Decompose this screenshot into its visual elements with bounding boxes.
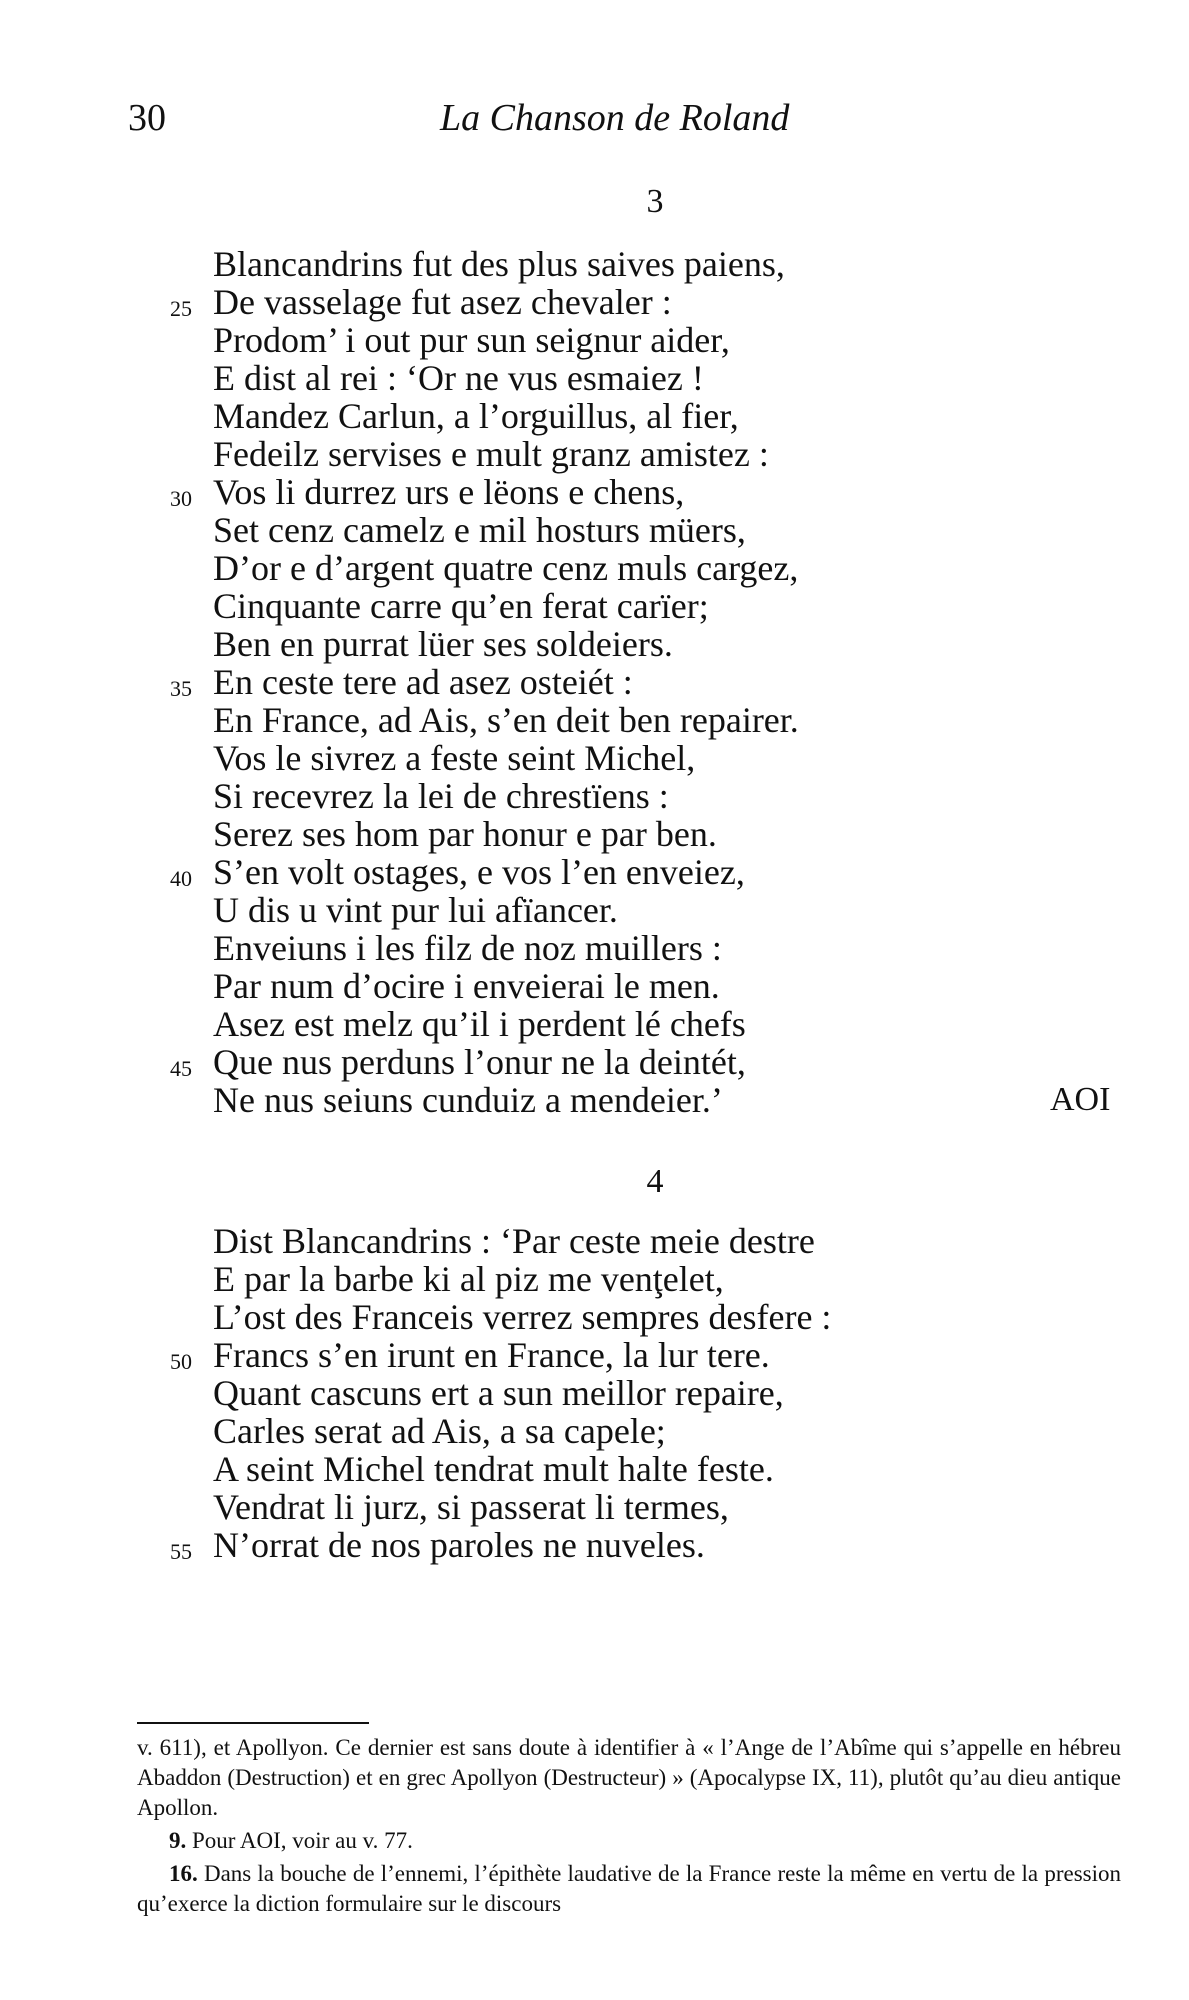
verse-text: U dis u vint pur lui afïancer. — [213, 890, 618, 930]
verse-line — [0, 1222, 1189, 1260]
verse-text: Francs s’en irunt en France, la lur tere. — [213, 1335, 770, 1375]
verse-text: A seint Michel tendrat mult halte feste. — [213, 1449, 774, 1489]
verse-text: E par la barbe ki al piz me venţelet, — [213, 1259, 724, 1299]
verse-line — [0, 815, 1189, 853]
running-title: La Chanson de Roland — [440, 97, 790, 139]
verse-text: Ne nus seiuns cunduiz a mendeier.’ — [213, 1080, 723, 1120]
footnote-text: Pour AOI, voir au v. 77. — [192, 1828, 413, 1853]
verse-line — [0, 1298, 1189, 1336]
verse-line — [0, 739, 1189, 777]
footnote-continuation: v. 611), et Apollyon. Ce dernier est sans doute à identifier à « l’Ange de l’Abîme qui s’appelle en hébreu Abaddon (Destruction) et en grec Apollyon (Destructeur) » (Apocalypse IX, 11), plutôt qu’au dieu antique Apollon. — [137, 1735, 1121, 1820]
verse-line — [0, 1260, 1189, 1298]
verse-line — [0, 1412, 1189, 1450]
verse-text: N’orrat de nos paroles ne nuveles. — [213, 1525, 705, 1565]
verse-text: Quant cascuns ert a sun meillor repaire, — [213, 1373, 784, 1413]
verse-text: De vasselage fut asez chevaler : — [213, 282, 672, 322]
verse-line — [0, 1488, 1189, 1526]
aoi-marker: AOI — [1050, 1081, 1111, 1118]
verse-line — [0, 245, 1189, 283]
verse-text: Vos li durrez urs e lëons e chens, — [213, 472, 685, 512]
verse-line — [0, 929, 1189, 967]
footnote-16 — [137, 1859, 1121, 1919]
verse-text: Cinquante carre qu’en ferat carïer; — [213, 586, 709, 626]
footnote-9 — [137, 1826, 1121, 1856]
verse-line — [0, 853, 1189, 891]
stanza-number: 4 — [646, 1163, 664, 1200]
verse-text: Blancandrins fut des plus saives paiens, — [213, 244, 785, 284]
verse-line — [0, 1081, 1189, 1119]
verse-line — [0, 397, 1189, 435]
verse-text: Carles serat ad Ais, a sa capele; — [213, 1411, 666, 1451]
verse-text: Vos le sivrez a feste seint Michel, — [213, 738, 696, 778]
line-number: 25 — [170, 296, 192, 321]
verse-line — [0, 1526, 1189, 1564]
verse-text: Fedeilz servises e mult granz amistez : — [213, 434, 769, 474]
line-number: 50 — [170, 1349, 192, 1374]
verse-line — [0, 663, 1189, 701]
verse-line — [0, 1043, 1189, 1081]
verse-line — [0, 967, 1189, 1005]
verse-line — [0, 625, 1189, 663]
verse-text: Mandez Carlun, a l’orguillus, al fier, — [213, 396, 739, 436]
verse-text: Prodom’ i out pur sun seignur aider, — [213, 320, 730, 360]
verse-line — [0, 701, 1189, 739]
footnote-number: 9. — [169, 1828, 187, 1853]
footnote-text: Dans la bouche de l’ennemi, l’épithète laudative de la France reste la même en vertu de la pression qu’exerce la diction formulaire sur le discours — [137, 1861, 1121, 1916]
line-number: 40 — [170, 866, 192, 891]
verse-text: L’ost des Franceis verrez sempres desfere : — [213, 1297, 832, 1337]
verse-line — [0, 1374, 1189, 1412]
verse-text: Par num d’ocire i enveierai le men. — [213, 966, 720, 1006]
verse-text: Asez est melz qu’il i perdent lé chefs — [213, 1004, 746, 1044]
verse-line — [0, 473, 1189, 511]
footnote-number: 16. — [169, 1861, 198, 1886]
verse-line — [0, 891, 1189, 929]
verse-text: Enveiuns i les filz de noz muillers : — [213, 928, 722, 968]
footnotes — [137, 1733, 1121, 1919]
footnote-separator — [137, 1722, 369, 1724]
line-number: 35 — [170, 676, 192, 701]
verse-line — [0, 321, 1189, 359]
line-number: 30 — [170, 486, 192, 511]
verse-text: D’or e d’argent quatre cenz muls cargez, — [213, 548, 799, 588]
page-number: 30 — [128, 97, 166, 139]
verse-text: S’en volt ostages, e vos l’en enveiez, — [213, 852, 745, 892]
verse-line — [0, 1005, 1189, 1043]
stanza-number: 3 — [646, 183, 664, 220]
verse-line — [0, 359, 1189, 397]
line-number: 45 — [170, 1056, 192, 1081]
verse-text: Que nus perduns l’onur ne la deintét, — [213, 1042, 746, 1082]
verse-text: Ben en purrat lüer ses soldeiers. — [213, 624, 673, 664]
verse-text: Vendrat li jurz, si passerat li termes, — [213, 1487, 729, 1527]
verse-line — [0, 511, 1189, 549]
verse-text: E dist al rei : ‘Or ne vus esmaiez ! — [213, 358, 704, 398]
verse-line — [0, 435, 1189, 473]
verse-line — [0, 1450, 1189, 1488]
verse-line — [0, 777, 1189, 815]
verse-text: Serez ses hom par honur e par ben. — [213, 814, 717, 854]
verse-line — [0, 549, 1189, 587]
verse-line — [0, 283, 1189, 321]
verse-line — [0, 587, 1189, 625]
verse-text: Dist Blancandrins : ‘Par ceste meie destre — [213, 1221, 815, 1261]
verse-text: Si recevrez la lei de chrestïens : — [213, 776, 669, 816]
verse-line — [0, 1336, 1189, 1374]
verse-text: En ceste tere ad asez osteiét : — [213, 662, 633, 702]
verse-text: En France, ad Ais, s’en deit ben repairer. — [213, 700, 799, 740]
line-number: 55 — [170, 1539, 192, 1564]
verse-text: Set cenz camelz e mil hosturs müers, — [213, 510, 746, 550]
